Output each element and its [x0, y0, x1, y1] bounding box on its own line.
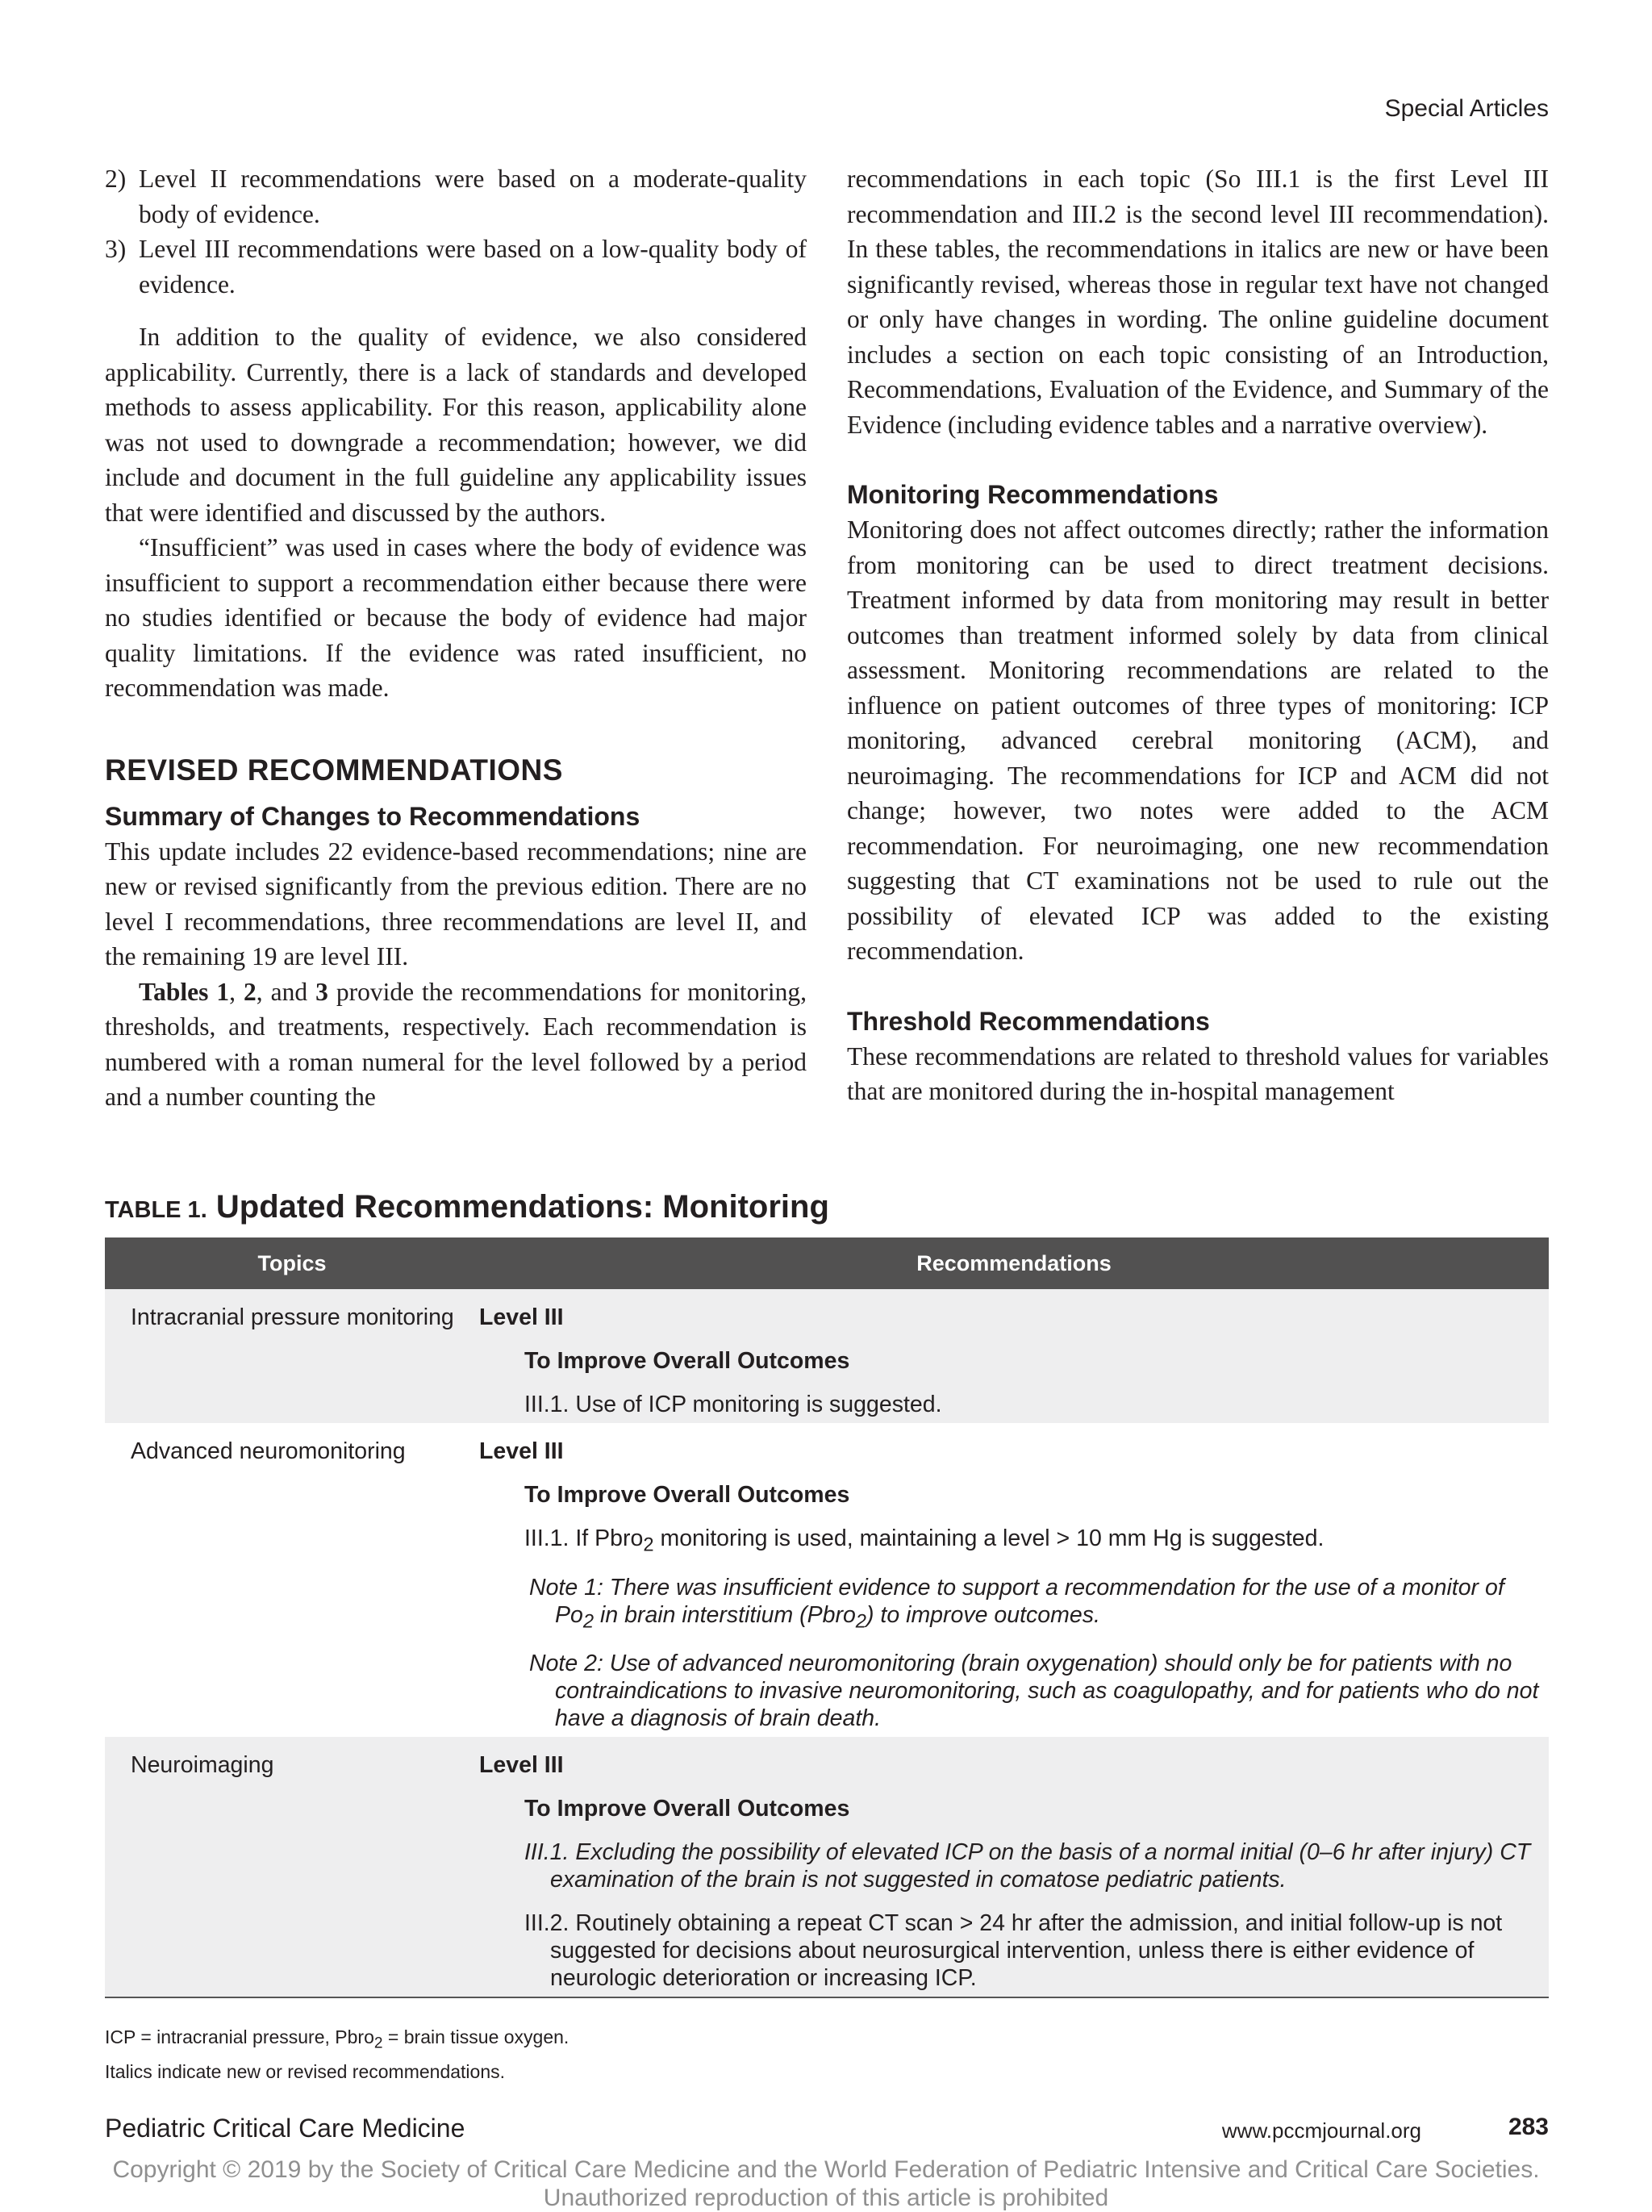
footnote-italics: Italics indicate new or revised recommendations. — [105, 2060, 506, 2082]
left-column — [105, 161, 807, 1115]
table-3-ref[interactable]: 3 — [315, 977, 328, 1006]
right-column — [847, 161, 1549, 1109]
topic-name: Neuroimaging — [131, 1752, 274, 1779]
text-run: in brain interstitium (Pbro — [594, 1601, 856, 1628]
table-footnote — [105, 2023, 569, 2085]
table-header-row — [105, 1237, 1549, 1289]
topic-cell — [105, 1423, 479, 1737]
text-run: ICP = intracranial pressure, Pbro — [105, 2026, 374, 2047]
text-run: Note 1: There was insufficient evidence to support a recommendation for the use of a monitor of Po — [529, 1574, 1504, 1628]
page-number: 283 — [1508, 2114, 1549, 2140]
table-2-ref[interactable]: 2 — [244, 977, 257, 1006]
copyright-notice — [0, 2156, 1652, 2212]
list-number: 3) — [105, 235, 127, 263]
copyright-line: Copyright © 2019 by the Society of Critical Care Medicine and the World Federation of Pediatric Intensive and Critical Care Societies. — [112, 2156, 1540, 2183]
paragraph-threshold: These recommendations are related to threshold values for variables that are monitored during the in-hospital management — [847, 1041, 1549, 1105]
level-label: Level III — [479, 1438, 564, 1464]
recommendations-cell — [479, 1423, 1549, 1737]
paragraph-applicability: In addition to the quality of evidence, we also considered applicability. Currently, there is a lack of standards and developed methods to assess applicability. For this reason, applicability alone was not used to downgrade a recommendation; however, we did include and document in the full guideline any applicability issues that were identified and discussed by the authors. — [105, 323, 807, 527]
text-run: monitoring is used, maintaining a level > 10 mm Hg is suggested. — [653, 1525, 1325, 1551]
recommendation-text: III.1. Excluding the possibility of elevated ICP on the basis of a normal initial (0–6 hr after injury) CT examination of the brain is not suggested in comatose pediatric patients. — [524, 1839, 1531, 1893]
text-run: = brain tissue oxygen. — [382, 2026, 569, 2047]
note-text — [529, 1574, 1549, 1636]
copyright-line: Unauthorized reproduction of this article is prohibited — [543, 2185, 1109, 2211]
text-run: ) to improve outcomes. — [866, 1601, 1100, 1628]
recommendations-cell — [479, 1289, 1549, 1423]
recommendation-text: III.2. Routinely obtaining a repeat CT scan > 24 hr after the admission, and initial follow-up is not suggested for decisions about neurosurgical intervention, unless there is either evidence of neurologic deterioration or increasing ICP. — [524, 1910, 1503, 1992]
column-header-topics: Topics — [105, 1237, 479, 1289]
subscript: 2 — [855, 1610, 867, 1633]
goal-label: To Improve Overall Outcomes — [524, 1482, 850, 1508]
list-text: Level II recommendations were based on a moderate-quality body of evidence. — [139, 165, 807, 228]
table-title: Updated Recommendations: Monitoring — [215, 1189, 829, 1225]
level-label: Level III — [479, 1752, 564, 1779]
table-label: TABLE 1. — [105, 1197, 207, 1223]
topic-name: Intracranial pressure monitoring — [131, 1304, 454, 1330]
table-1-caption — [105, 1189, 829, 1225]
level-label: Level III — [479, 1304, 564, 1330]
goal-label: To Improve Overall Outcomes — [524, 1348, 850, 1374]
tables-ref-word: Tables — [139, 977, 209, 1006]
subscript: 2 — [373, 2035, 383, 2052]
recommendation-text: III.1. Use of ICP monitoring is suggested. — [524, 1392, 942, 1417]
separator: , and — [256, 977, 316, 1006]
table-1 — [105, 1237, 1549, 1998]
footer-journal-name: Pediatric Critical Care Medicine — [105, 2114, 465, 2143]
topic-cell — [105, 1737, 479, 1997]
heading-monitoring-recommendations: Monitoring Recommendations — [847, 480, 1219, 509]
running-header-section: Special Articles — [1384, 95, 1549, 122]
recommendations-cell — [479, 1737, 1549, 1997]
topic-cell — [105, 1289, 479, 1423]
list-item — [105, 161, 807, 232]
heading-summary-of-changes: Summary of Changes to Recommendations — [105, 801, 640, 831]
text-run: III.1. If Pbro — [524, 1525, 644, 1551]
goal-label: To Improve Overall Outcomes — [524, 1796, 850, 1822]
footer-url[interactable]: www.pccmjournal.org — [1221, 2118, 1421, 2143]
table-row — [105, 1289, 1549, 1423]
paragraph-tables — [105, 975, 807, 1115]
subscript: 2 — [582, 1610, 594, 1633]
table-row — [105, 1737, 1549, 1997]
heading-threshold-recommendations: Threshold Recommendations — [847, 1006, 1210, 1036]
topic-name: Advanced neuromonitoring — [131, 1438, 406, 1464]
separator: , — [229, 977, 244, 1006]
recommendation-text — [524, 1525, 1549, 1559]
paragraph-insufficient: “Insufficient” was used in cases where the body of evidence was insufficient to support a recommendation either because there were no studies identified or because the body of evidence had major quality limitations. If the evidence was rated insufficient, no recommendation was made. — [105, 533, 807, 702]
list-text: Level III recommendations were based on a low-quality body of evidence. — [139, 235, 807, 298]
paragraph-monitoring: Monitoring does not affect outcomes directly; rather the information from monitoring can be used to direct treatment decisions. Treatment informed by data from monitoring may result in better outcomes than treatment informed solely by data from clinical assessment. Monitoring recommendations are related to the influence on patient outcomes of three types of monitoring: ICP monitoring, advanced cerebral monitoring (ACM), and neuroimaging. The recommendations for ICP and ACM did not change; however, two notes were added to the ACM recommendation. For neuroimaging, one new recommendation suggesting that CT examinations not be used to rule out the possibility of elevated ICP was added to the existing recommendation. — [847, 515, 1549, 965]
list-number: 2) — [105, 165, 127, 193]
footnote-abbreviations — [105, 2023, 569, 2058]
list-item — [105, 232, 807, 302]
table-row — [105, 1423, 1549, 1737]
paragraph-summary: This update includes 22 evidence-based recommendations; nine are new or revised significantly from the previous edition. There are no level I recommendations, three recommendations are level II, and the remaining 19 are level III. — [105, 837, 807, 970]
note-text: Note 2: Use of advanced neuromonitoring (brain oxygenation) should only be for patients with no contraindications to invasive neuromonitoring, such as coagulopathy, and for patients who do not have a diagnosis of brain death. — [529, 1651, 1539, 1732]
table-1-ref[interactable]: 1 — [216, 977, 230, 1006]
column-header-recommendations: Recommendations — [479, 1237, 1549, 1289]
paragraph-tables-text: provide the recommendations for monitoring, thresholds, and treatments, respectively. Each recommendation is numbered with a roman numeral for the level followed by a period and a number counting the — [105, 977, 807, 1111]
heading-revised-recommendations: REVISED RECOMMENDATIONS — [105, 753, 563, 787]
subscript: 2 — [643, 1534, 654, 1556]
paragraph-continued: recommendations in each topic (So III.1 is the first Level III recommendation and III.2 is the second level III recommendation). In these tables, the recommendations in italics are new or have been significantly revised, whereas those in regular text have not changed or only have changes in wording. The online guideline document includes a section on each topic consisting of an Introduction, Recommendations, Evaluation of the Evidence, and Summary of the Evidence (including evidence tables and a narrative overview). — [847, 165, 1549, 439]
